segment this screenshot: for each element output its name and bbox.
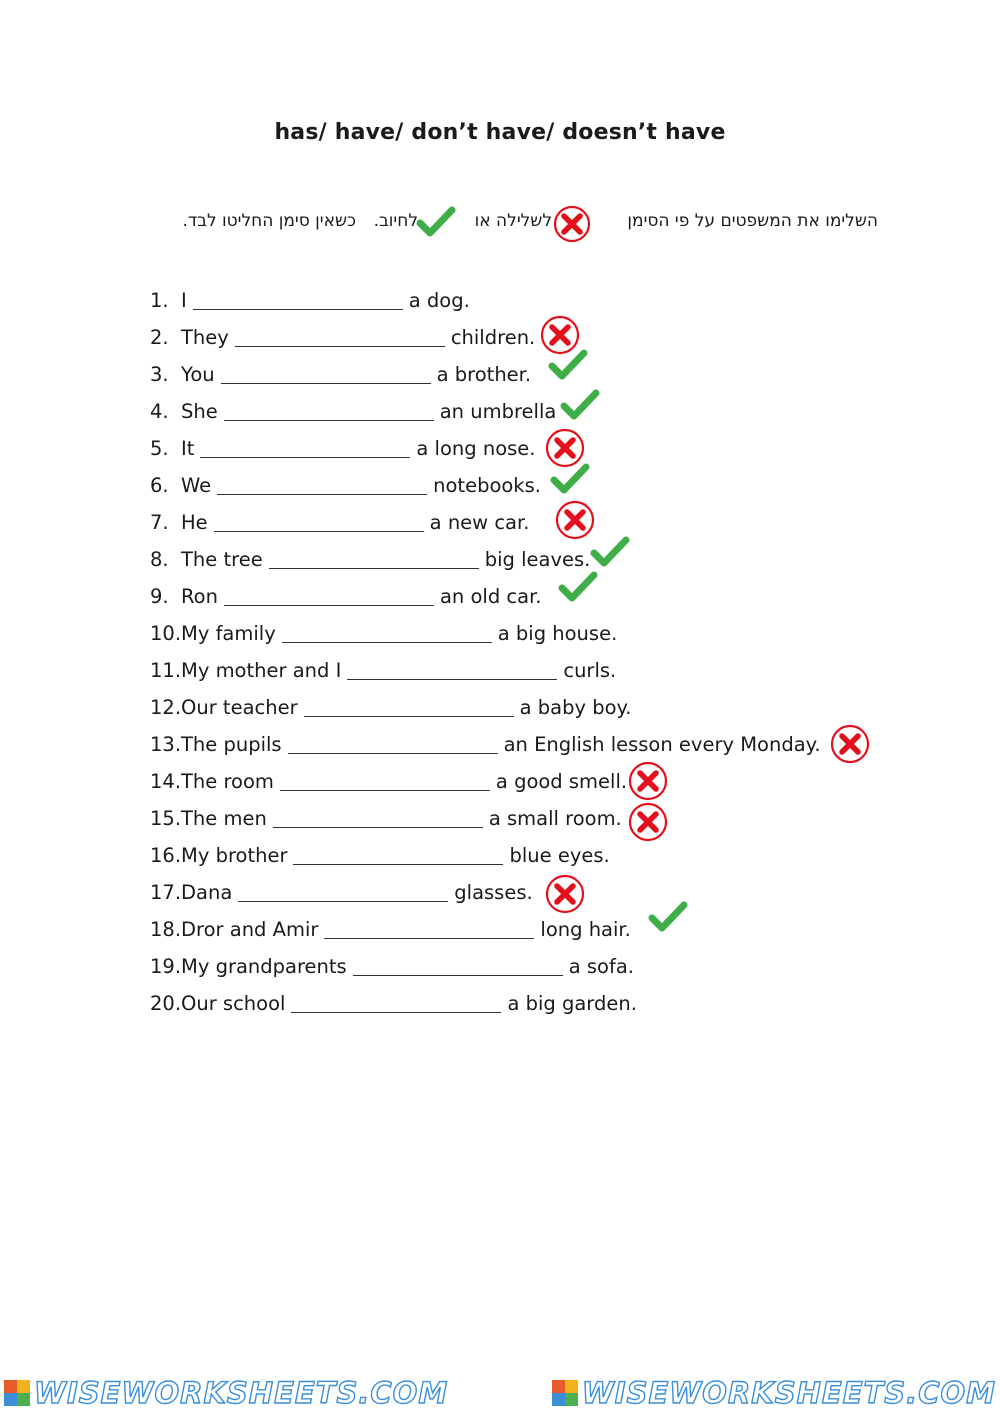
item-rest: an old car.	[439, 584, 542, 608]
item-subject: My family	[181, 621, 276, 645]
item-number: 19.	[150, 954, 182, 978]
check-icon	[550, 462, 590, 500]
answer-blank[interactable]	[288, 735, 498, 754]
cross-icon	[628, 761, 668, 805]
item-number: 5.	[150, 436, 169, 460]
item-number: 14.	[150, 769, 182, 793]
worksheet-title: has/ have/ don’t have/ doesn’t have	[274, 120, 726, 145]
check-icon	[590, 535, 630, 573]
item-number: 17.	[150, 880, 182, 904]
exercise-item	[150, 988, 637, 1018]
answer-blank[interactable]	[324, 920, 534, 939]
logo-icon	[552, 1380, 578, 1406]
footer-text: WISEWORKSHEETS.COM	[581, 1376, 996, 1410]
answer-blank[interactable]	[193, 291, 403, 310]
item-subject: Ron	[181, 584, 218, 608]
item-number: 3.	[150, 362, 169, 386]
item-rest: glasses.	[454, 880, 533, 904]
check-icon	[648, 900, 688, 938]
item-subject: Our school	[181, 991, 286, 1015]
answer-blank[interactable]	[353, 957, 563, 976]
footer-logo-group	[4, 1376, 448, 1410]
item-number: 12.	[150, 695, 182, 719]
item-number: 10.	[150, 621, 182, 645]
answer-blank[interactable]	[293, 846, 503, 865]
item-rest: long hair.	[540, 917, 631, 941]
item-subject: Dror and Amir	[181, 917, 319, 941]
item-subject: We	[181, 473, 212, 497]
cross-icon	[628, 802, 668, 846]
answer-blank[interactable]	[282, 624, 492, 643]
answer-blank[interactable]	[235, 328, 445, 347]
answer-blank[interactable]	[291, 994, 501, 1013]
item-subject: He	[181, 510, 208, 534]
answer-blank[interactable]	[214, 513, 424, 532]
instructions	[150, 208, 890, 238]
item-subject: My mother and I	[181, 658, 342, 682]
exercise-item	[150, 692, 631, 722]
item-number: 11.	[150, 658, 182, 682]
item-subject: I	[181, 288, 187, 312]
exercise-item	[150, 470, 541, 500]
item-number: 16.	[150, 843, 182, 867]
item-rest: a long nose.	[416, 436, 536, 460]
item-subject: She	[181, 399, 218, 423]
item-subject: My grandparents	[181, 954, 347, 978]
exercise-item	[150, 396, 556, 426]
item-rest: a new car.	[429, 510, 530, 534]
instruction-part1: השלימו את המשפטים על פי הסימן	[627, 211, 878, 231]
answer-blank[interactable]	[347, 661, 557, 680]
item-rest: notebooks.	[433, 473, 541, 497]
item-rest: a baby boy.	[519, 695, 632, 719]
logo-icon	[4, 1380, 30, 1406]
item-subject: My brother	[181, 843, 288, 867]
item-subject: You	[181, 362, 215, 386]
item-number: 7.	[150, 510, 169, 534]
exercise-item	[150, 877, 533, 907]
answer-blank[interactable]	[200, 439, 410, 458]
exercise-item	[150, 729, 821, 759]
item-rest: a small room.	[488, 806, 622, 830]
check-icon	[548, 348, 588, 386]
item-rest: children.	[450, 325, 536, 349]
item-subject: The pupils	[181, 732, 282, 756]
item-number: 8.	[150, 547, 169, 571]
item-number: 15.	[150, 806, 182, 830]
exercise-item	[150, 433, 535, 463]
answer-blank[interactable]	[273, 809, 483, 828]
item-subject: The tree	[181, 547, 263, 571]
item-rest: curls.	[563, 658, 617, 682]
cross-icon	[552, 204, 592, 244]
exercise-item	[150, 655, 616, 685]
instruction-part4: כשאין סימן החליטו לבד.	[182, 211, 356, 231]
exercise-item	[150, 618, 617, 648]
footer-logo-group	[552, 1376, 996, 1410]
item-subject: Our teacher	[181, 695, 298, 719]
item-number: 9.	[150, 584, 169, 608]
item-rest: a big house.	[497, 621, 618, 645]
check-icon	[558, 570, 598, 608]
exercise-item	[150, 581, 542, 611]
item-rest: an English lesson every Monday.	[503, 732, 821, 756]
exercise-item	[150, 544, 590, 574]
cross-icon	[555, 500, 595, 544]
item-rest: big leaves.	[484, 547, 591, 571]
item-rest: a big garden.	[507, 991, 637, 1015]
exercise-item	[150, 914, 631, 944]
answer-blank[interactable]	[224, 402, 434, 421]
exercise-item	[150, 507, 529, 537]
exercise-item	[150, 766, 627, 796]
item-rest: an umbrella	[439, 399, 557, 423]
answer-blank[interactable]	[238, 883, 448, 902]
instruction-part3: לחיוב.	[373, 211, 418, 231]
footer-text: WISEWORKSHEETS.COM	[34, 1376, 449, 1410]
item-subject: Dana	[181, 880, 233, 904]
instruction-part2: לשלילה או	[474, 211, 552, 231]
exercise-item	[150, 285, 470, 315]
item-rest: a brother.	[436, 362, 532, 386]
item-number: 2.	[150, 325, 169, 349]
item-rest: a good smell.	[495, 769, 628, 793]
item-subject: The men	[181, 806, 267, 830]
check-icon	[560, 388, 600, 426]
item-number: 6.	[150, 473, 169, 497]
item-subject: They	[181, 325, 229, 349]
cross-icon	[830, 724, 870, 768]
exercise-item	[150, 803, 622, 833]
exercise-item	[150, 840, 610, 870]
item-rest: a sofa.	[568, 954, 634, 978]
item-rest: a dog.	[408, 288, 470, 312]
answer-blank[interactable]	[221, 365, 431, 384]
item-number: 18.	[150, 917, 182, 941]
item-number: 20.	[150, 991, 182, 1015]
exercise-item	[150, 359, 531, 389]
exercise-item	[150, 322, 535, 352]
exercise-item	[150, 951, 634, 981]
answer-blank[interactable]	[224, 587, 434, 606]
item-number: 13.	[150, 732, 182, 756]
check-icon	[416, 205, 456, 239]
answer-blank[interactable]	[304, 698, 514, 717]
footer-watermark	[0, 1376, 1000, 1410]
item-number: 1.	[150, 288, 169, 312]
cross-icon	[545, 874, 585, 918]
item-subject: The room	[181, 769, 274, 793]
answer-blank[interactable]	[217, 476, 427, 495]
answer-blank[interactable]	[269, 550, 479, 569]
item-subject: It	[181, 436, 195, 460]
item-number: 4.	[150, 399, 169, 423]
answer-blank[interactable]	[280, 772, 490, 791]
item-rest: blue eyes.	[509, 843, 610, 867]
